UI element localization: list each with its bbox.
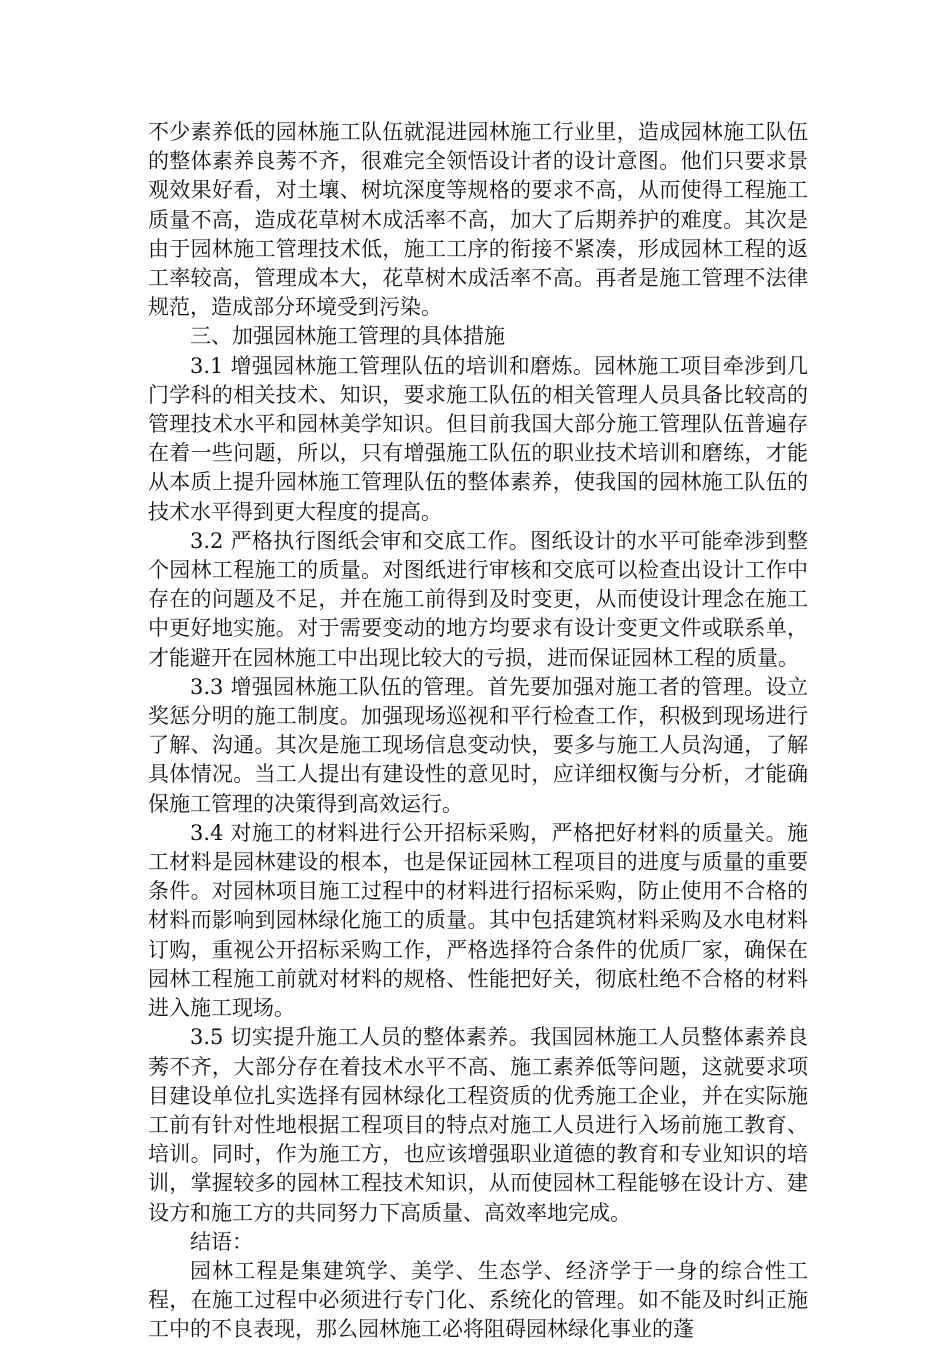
body-paragraph-3-5: 3.5 切实提升施工人员的整体素养。我国园林施工人员整体素养良莠不齐，大部分存在着技术水平不高、施工素养低等问题，这就要求项目建设单位扎实选择有园林绿化工程资质的优秀施工企业，并在实际施工前有针对性地根据工程项目的特点对施工人员进行入场前施工教育、培训。同时，作为施工方，也应该增强职业道德的教育和专业知识的培训，掌握较多的园林工程技术知识，从而使园林工程能够在设计方、建设方和施工方的共同努力下高质量、高效率地完成。 <box>148 1025 808 1225</box>
body-paragraph-3-4: 3.4 对施工的材料进行公开招标采购，严格把好材料的质量关。施工材料是园林建设的根本，也是保证园林工程项目的进度与质量的重要条件。对园林项目施工过程中的材料进行招标采购，防止使用不合格的材料而影响到园林绿化施工的质量。其中包括建筑材料采购及水电材料订购，重视公开招标采购工作，严格选择符合条件的优质厂家，确保在园林工程施工前就对材料的规格、性能把好关，彻底杜绝不合格的材料进入施工现场。 <box>148 820 808 1021</box>
document-page <box>148 118 808 1345</box>
body-paragraph-3-1: 3.1 增强园林施工管理队伍的培训和磨炼。园林施工项目牵涉到几门学科的相关技术、知识，要求施工队伍的相关管理人员具备比较高的管理技术水平和园林美学知识。但目前我国大部分施工管理队伍普遍存在着一些问题，所以，只有增强施工队伍的职业技术培训和磨练，才能从本质上提升园林施工管理队伍的整体素养，使我国的园林施工队伍的技术水平得到更大程度的提高。 <box>148 353 808 524</box>
body-paragraph-continuation: 不少素养低的园林施工队伍就混进园林施工行业里，造成园林施工队伍的整体素养良莠不齐，很难完全领悟设计者的设计意图。他们只要求景观效果好看，对土壤、树坑深度等规格的要求不高，从而使得工程施工质量不高，造成花草树木成活率不高，加大了后期养护的难度。其次是由于园林施工管理技术低，施工工序的衔接不紧凑，形成园林工程的返工率较高，管理成本大，花草树木成活率不高。再者是施工管理不法律规范，造成部分环境受到污染。 <box>148 120 808 320</box>
body-paragraph-3-3: 3.3 增强园林施工队伍的管理。首先要加强对施工者的管理。设立奖惩分明的施工制度。加强现场巡视和平行检查工作，积极到现场进行了解、沟通。其次是施工现场信息变动快，要多与施工人员沟通，了解具体情况。当工人提出有建设性的意见时，应详细权衡与分析，才能确保施工管理的决策得到高效运行。 <box>148 674 808 816</box>
section-heading-measures: 三、加强园林施工管理的具体措施 <box>190 324 505 349</box>
body-paragraph-3-2: 3.2 严格执行图纸会审和交底工作。图纸设计的水平可能牵涉到整个园林工程施工的质量。对图纸进行审核和交底可以检查出设计工作中存在的问题及不足，并在施工前得到及时变更，从而使设计理念在施工中更好地实施。对于需要变动的地方均要求有设计变更文件或联系单，才能避开在园林施工中出现比较大的亏损，进而保证园林工程的质量。 <box>148 528 808 670</box>
conclusion-heading: 结语： <box>190 1229 253 1254</box>
conclusion-paragraph: 园林工程是集建筑学、美学、生态学、经济学于一身的综合性工程，在施工过程中必须进行专门化、系统化的管理。如不能及时纠正施工中的不良表现，那么园林施工必将阻碍园林绿化事业的蓬 <box>148 1258 808 1342</box>
